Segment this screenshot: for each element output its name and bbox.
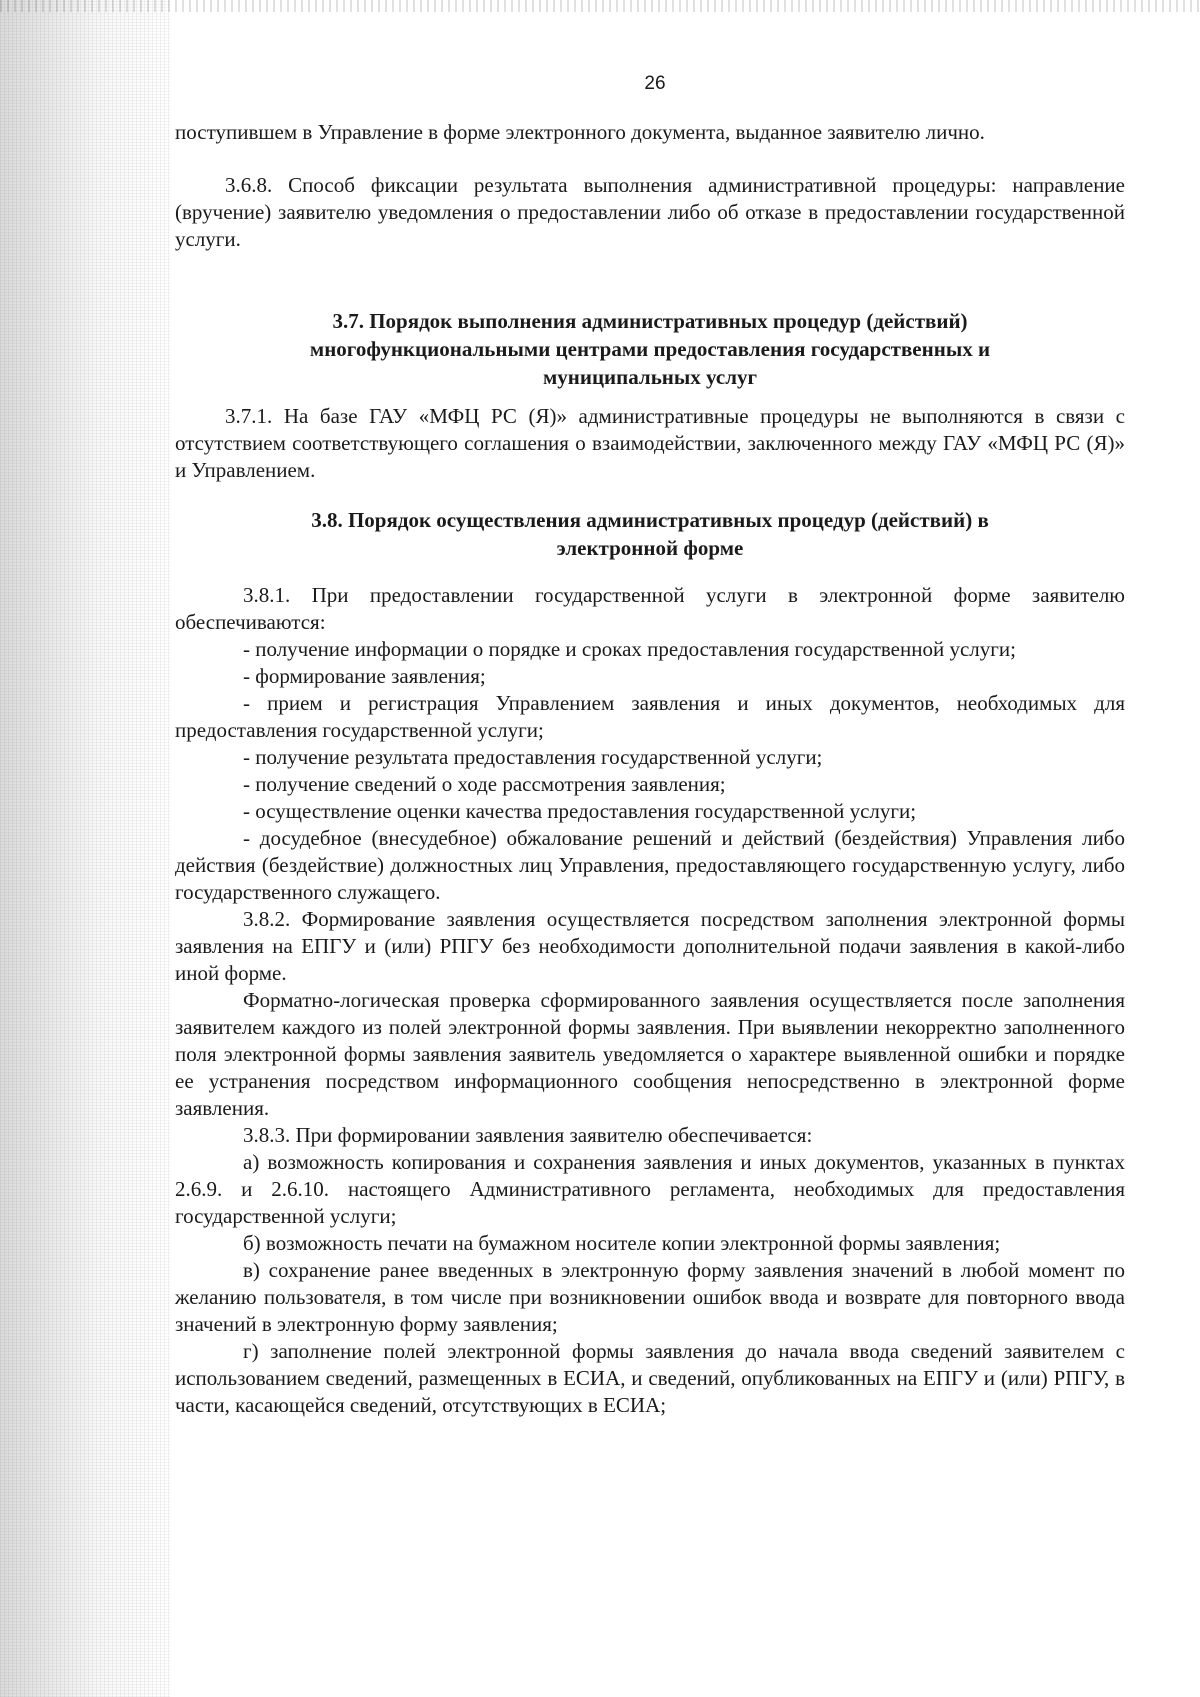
paragraph-format-check: Форматно-логическая проверка сформированного заявления осуществляется после заполнения заявителем каждого из полей электронной формы заявления. При выявлении некорректно заполненного поля электронной формы заявления заявитель уведомляется о характере выявленной ошибки и порядке ее устранения посредством информационного сообщения непосредственно в электронной форме заявления. bbox=[175, 988, 1125, 1120]
list-item-g: г) заполнение полей электронной формы заявления до начала ввода сведений заявителем с использованием сведений, размещенных в ЕСИА, и сведений, опубликованных на ЕПГУ и (или) РПГУ, в части, касающейся сведений, отсутствующих в ЕСИА; bbox=[175, 1339, 1125, 1417]
paragraph-3-8-2: 3.8.2. Формирование заявления осуществляется посредством заполнения электронной формы заявления на ЕПГУ и (или) РПГУ без необходимости дополнительной подачи заявления в какой-либо иной форме. bbox=[175, 907, 1125, 985]
list-item-info: - получение информации о порядке и сроках предоставления государственной услуги; bbox=[243, 637, 1016, 661]
section-heading-3-7: 3.7. Порядок выполнения административных процедур (действий) многофункциональными центрами предоставления государственных и муниципальных услуг bbox=[309, 309, 991, 389]
list-item-b: б) возможность печати на бумажном носителе копии электронной формы заявления; bbox=[243, 1231, 1001, 1255]
scan-top-noise bbox=[0, 0, 1200, 12]
paragraph-3-8-3: 3.8.3. При формировании заявления заявителю обеспечивается: bbox=[243, 1123, 813, 1147]
list-item-appeal: - досудебное (внесудебное) обжалование решений и действий (бездействия) Управления либо действия (бездействие) должностных лиц Управления, предоставляющего государственную услугу, либо государственного служащего. bbox=[175, 826, 1125, 904]
paragraph-3-7-1: 3.7.1. На базе ГАУ «МФЦ РС (Я)» административные процедуры не выполняются в связи с отсутствием соответствующего соглашения о взаимодействии, заключенного между ГАУ «МФЦ РС (Я)» и Управлением. bbox=[175, 404, 1125, 482]
list-item-registration: - прием и регистрация Управлением заявления и иных документов, необходимых для предоставления государственной услуги; bbox=[175, 691, 1125, 742]
document-body bbox=[175, 70, 1125, 1419]
list-item-result: - получение результата предоставления государственной услуги; bbox=[243, 745, 823, 769]
paragraph-3-8-1: 3.8.1. При предоставлении государственной услуги в электронной форме заявителю обеспечиваются: bbox=[175, 583, 1125, 634]
list-item-form: - формирование заявления; bbox=[243, 664, 486, 688]
list-item-a: а) возможность копирования и сохранения заявления и иных документов, указанных в пунктах 2.6.9. и 2.6.10. настоящего Административного регламента, необходимых для предоставления государственной услуги; bbox=[175, 1150, 1125, 1228]
paragraph-3-6-8: 3.6.8. Способ фиксации результата выполнения административной процедуры: направление (вручение) заявителю уведомления о предоставлении либо об отказе в предоставлении государственной услуги. bbox=[175, 173, 1125, 251]
paragraph-continuation: поступившем в Управление в форме электронного документа, выданное заявителю лично. bbox=[175, 120, 985, 144]
list-item-v: в) сохранение ранее введенных в электронную форму заявления значений в любой момент по желанию пользователя, в том числе при возникновении ошибок ввода и возврате для повторного ввода значений в электронную форму заявления; bbox=[175, 1258, 1125, 1336]
page-number: 26 bbox=[644, 73, 666, 94]
list-item-progress: - получение сведений о ходе рассмотрения заявления; bbox=[243, 772, 726, 796]
section-heading-3-8: 3.8. Порядок осуществления административных процедур (действий) в электронной форме bbox=[311, 508, 989, 560]
list-item-quality: - осуществление оценки качества предоставления государственной услуги; bbox=[243, 799, 917, 823]
scan-edge-noise bbox=[0, 0, 170, 1697]
